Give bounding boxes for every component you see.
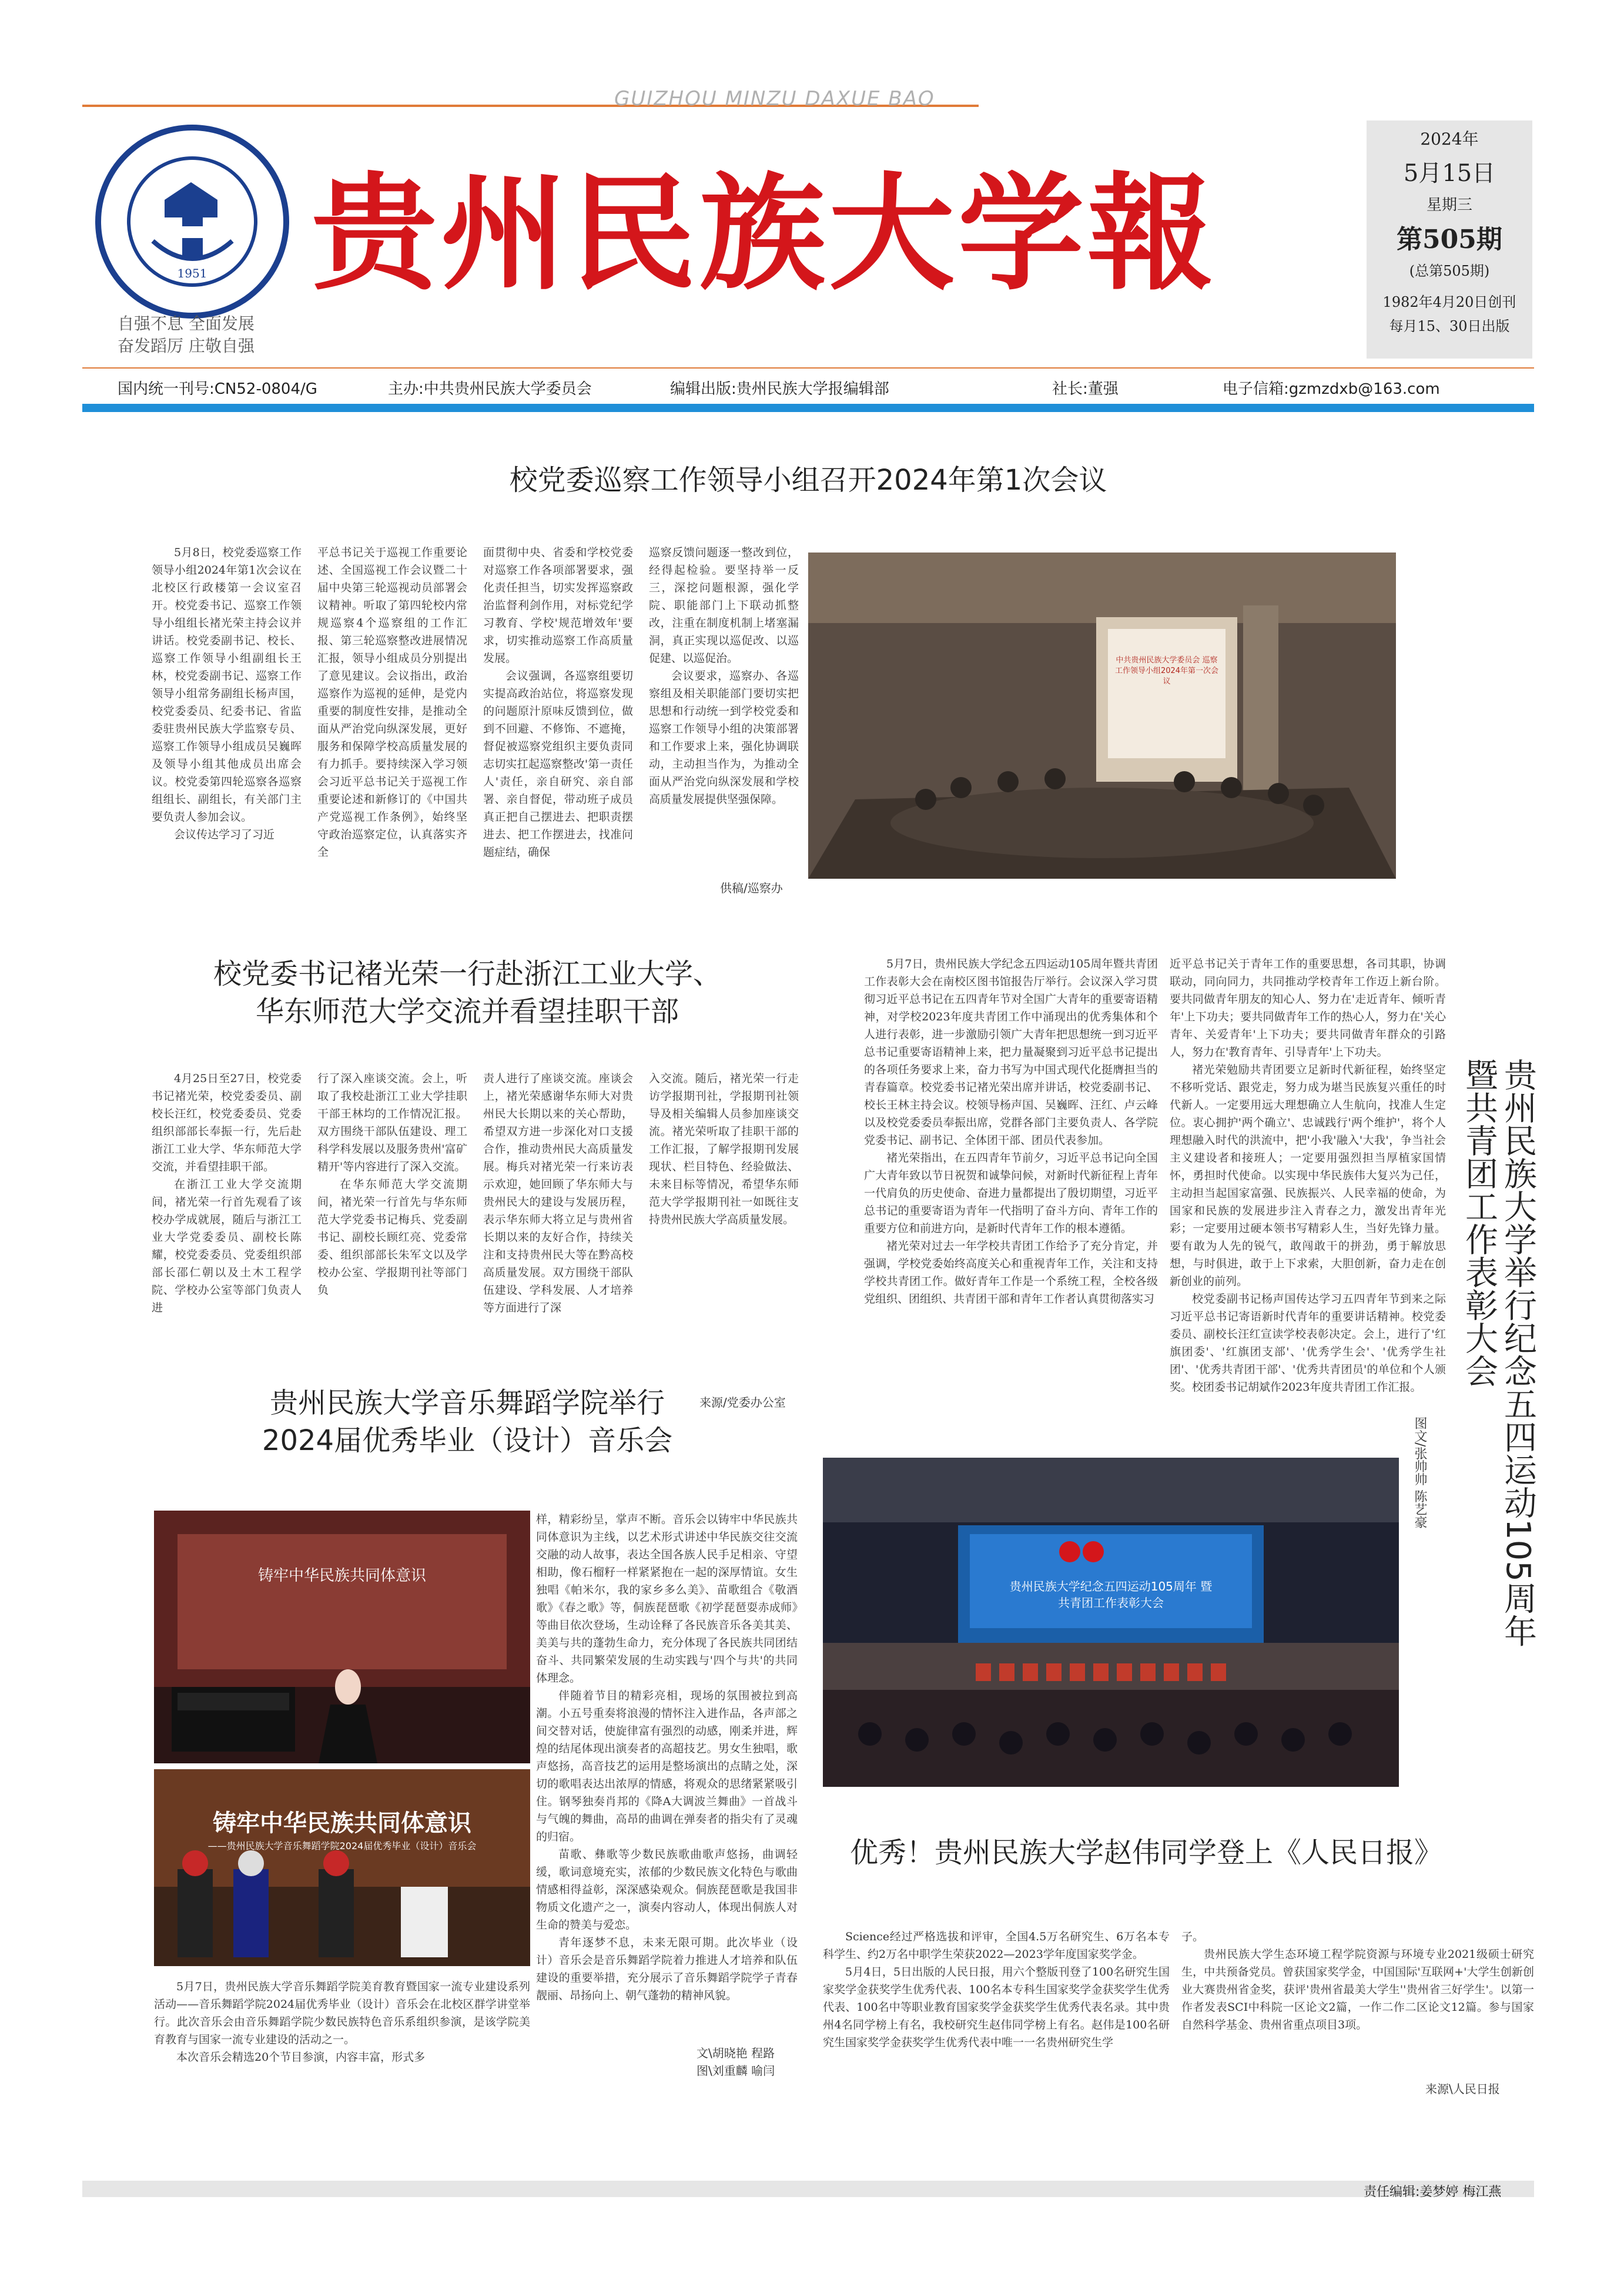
- founded-date: 1982年4月20日创刊: [1382, 294, 1516, 310]
- newspaper-title: 贵州民族大学報: [312, 160, 1217, 307]
- article4-photo2-subtitle: ——贵州民族大学音乐舞蹈学院2024届优秀毕业（设计）音乐会: [207, 1840, 477, 1852]
- article3-headline-line2: 暨共青团工作表彰大会: [1460, 1058, 1498, 1387]
- article1-headline: 校党委巡察工作领导小组召开2024年第1次会议: [509, 464, 1107, 497]
- article1-text-3: 面贯彻中央、省委和学校党委对巡察工作各项部署要求，强化责任担当，切实发挥巡察政治监督利剑作用，对标党纪学习教育、学校'规范增效年'要求，切实推动巡察工作高质量发展。: [483, 546, 633, 665]
- masthead-pinyin: GUIZHOU MINZU DAXUE BAO: [614, 87, 935, 111]
- article2-text-2b: 在华东师范大学交流期间，褚光荣一行首先与华东师范大学党委书记梅兵、党委副书记、副校长顾红亮、党委常委、组织部部长朱军文以及学校办公室、学报期刊社等部门负: [317, 1178, 467, 1297]
- cn-number: 国内统一刊号:CN52-0804/G: [118, 380, 317, 398]
- motto-line-1: 自强不息 全面发展: [118, 314, 255, 333]
- article2-column-4: [649, 1070, 799, 1328]
- date-box: [1367, 120, 1532, 359]
- article4-credit-line2: 图\刘重麟 喻闫: [697, 2064, 775, 2078]
- article4-text-bottom-1: 5月7日，贵州民族大学音乐舞蹈学院美育教育暨国家一流专业建设系列活动——音乐舞蹈学院2024届优秀毕业（设计）音乐会在北校区群学讲堂举行。此次音乐会由音乐舞蹈学院少数民族特色音乐系组织参演，是该学院美育教育与国家一流专业建设的活动之一。: [154, 1980, 530, 2046]
- article5-column-2: [1181, 1928, 1534, 2081]
- article1-column-3: [483, 544, 633, 896]
- article4-text-right-4: 青年逐梦不息，未来无限可期。此次毕业（设计）音乐会是音乐舞蹈学院着力推进人才培养和队伍建设的重要举措，充分展示了音乐舞蹈学院学子青春靓丽、昂扬向上、朝气蓬勃的精神风貌。: [536, 1936, 798, 2002]
- article2-credit: 来源/党委办公室: [699, 1395, 786, 1409]
- article4-credit: [697, 2044, 775, 2080]
- email: 电子信箱:gzmzdxb@163.com: [1223, 380, 1440, 398]
- article1-text-4: 巡察反馈问题逐一整改到位，经得起检验。要坚持举一反三，深挖问题根源，强化学院、职能部门上下联动抓整改，注重在制度机制上堵塞漏洞，真正实现以巡促改、以巡促建、以巡促治。: [649, 546, 799, 665]
- article1-photo-screen-text: 中共贵州民族大学委员会 巡察工作领导小组2024年第一次会议: [1114, 656, 1219, 686]
- article3-text-1: 5月7日，贵州民族大学纪念五四运动105周年暨共青团工作表彰大会在南校区图书馆报告厅举行。会议深入学习贯彻习近平总书记在五四青年节对全国广大青年的重要寄语精神，对学校2023年度共青团工作中涌现出的优秀集体和个人进行表彰，进一步激励引领广大青年把思想统一到习近平总书记重要寄语精神上来，把力量凝聚到习近平总书记提出的各项任务要求上来，奋力书写为中国式现代化挺膺担当的青春篇章。校党委书记褚光荣出席并讲话，校党委副书记、校长王林主持会议。校领导杨声国、吴巍晖、汪红、卢云峰以及校党委委员奉振出席，党群各部门主要负责人、各学院党委书记、副书记、全体团干部、团员代表参加。: [864, 957, 1158, 1147]
- issue-total: (总第505期): [1409, 263, 1490, 279]
- article2-column-1: [152, 1070, 302, 1411]
- article4-text-right-2: 伴随着节目的精彩亮相，现场的氛围被拉到高潮。小五号重奏将浪漫的情怀注入进作品，各声部之间交替对话，使旋律富有强烈的动感，刚柔并进，辉煌的结尾体现出演奏者的高超技艺。男女生独唱，歌声悠扬，高音技艺的运用是整场演出的点睛之处，深切的歌唱表达出浓厚的情感，将观众的思绪紧紧吸引住。钢琴独奏肖邦的《降A大调波兰舞曲》一首战斗与气魄的舞曲，高昂的曲调在弹奏者的指尖有了灵魂的归宿。: [536, 1689, 798, 1843]
- article2-column-2: [317, 1070, 467, 1411]
- article1-text-1: 5月8日，校党委巡察工作领导小组2024年第1次会议在北校区行政楼第一会议室召开。校党委书记、巡察工作领导小组组长褚光荣主持会议并讲话。校党委副书记、校长、巡察工作领导小组副组长王林，校党委副书记、巡察工作领导小组常务副组长杨声国，校党委委员、纪委书记、省监委驻贵州民族大学监察专员、巡察工作领导小组成员吴巍晖及领导小组其他成员出席会议。校党委第四轮巡察各巡察组组长、副组长，有关部门主要负责人参加会议。: [152, 546, 302, 823]
- article5-text-1: Science经过严格选拔和评审，全国4.5万名研究生、6万名本专科学生、约2万名中职学生荣获2022—2023学年度国家奖学金。: [823, 1930, 1170, 1961]
- article2-headline-line2: 华东师范大学交流并看望挂职干部: [255, 995, 679, 1028]
- article4-concert-photo-1: [154, 1511, 530, 1763]
- article3-headline: [1449, 1058, 1537, 1881]
- article3-ceremony-photo: [823, 1458, 1399, 1787]
- article5-credit: 来源\人民日报: [1425, 2082, 1500, 2096]
- article3-text-2c: 校党委副书记杨声国传达学习五四青年节到来之际习近平总书记寄语新时代青年的重要讲话精神。校党委委员、副校长汪红宣读学校表彰决定。会上，进行了'红旗团委'、'红旗团支部'、'优秀学生会'、'优秀学生社团'、'优秀共青团干部'、'优秀共青团员'的单位和个人颁奖。校团委书记胡斌作2023年度共青团工作汇报。: [1170, 1293, 1446, 1394]
- article4-column-bottom: [154, 1978, 530, 2095]
- article1-text-3b: 会议强调，各巡察组要切实提高政治站位，将巡察发现的问题原汁原味反馈到位，做到不回避、不修饰、不遮掩，督促被巡察党组织主要负责同志切实扛起巡察整改'第一责任人'责任，亲自研究、亲自部署、亲自督促，带动班子成员真正把自己摆进去、把职责摆进去、把工作摆进去，找准问题症结，确保: [483, 669, 633, 859]
- article2-column-3: [483, 1070, 633, 1411]
- article4-text-right-3: 苗歌、彝歌等少数民族歌曲歌声悠扬，曲调轻缓，歌词意境充实，浓郁的少数民族文化特色与歌曲情感相得益彰，深深感染观众。侗族琵琶歌是我国非物质文化遗产之一，演奏内容动人，体现出侗族人对生命的赞美与爱恋。: [536, 1848, 798, 1931]
- publisher: 编辑出版:贵州民族大学报编辑部: [670, 380, 889, 398]
- issue-number: 第505期: [1397, 225, 1502, 255]
- article3-headline-line1: 贵州民族大学举行纪念五四运动105周年: [1499, 1058, 1537, 1648]
- article1-column-1: [152, 544, 302, 896]
- university-logo: [94, 123, 291, 320]
- article5-text-2b: 贵州民族大学生态环境工程学院资源与环境专业2021级硕士研究生，中共预备党员。曾获国家奖学金，中国国际'互联网+'大学生创新创业大赛贵州省金奖，获评'贵州省最美大学生''贵州省三好学生'。以第一作者发表SCI中科院一区论文2篇，一作二作二区论文12篇。参与国家自然科学基金、贵州省重点项目3项。: [1181, 1948, 1534, 2031]
- article1-text-1b: 会议传达学习了习近: [174, 828, 275, 841]
- article3-text-1c: 褚光荣对过去一年学校共青团工作给予了充分肯定，并强调，学校党委始终高度关心和重视青年工作，关注和支持学校共青团工作。做好青年工作是一个系统工程，全校各级党组织、团组织、共青团干部和青年工作者认真贯彻落实习: [864, 1240, 1158, 1305]
- article1-column-2: [317, 544, 467, 896]
- article2-headline-line1: 校党委书记褚光荣一行赴浙江工业大学、: [213, 957, 721, 990]
- responsible-editor: 责任编辑:姜梦婷 梅江燕: [1364, 2185, 1502, 2199]
- article2-text-2: 行了深入座谈交流。会上，听取了我校赴浙江工业大学挂职干部王林均的工作情况汇报。双方围绕干部队伍建设、理工科学科发展以及服务贵州'富矿精开'等内容进行了深入交流。: [317, 1072, 467, 1173]
- article4-credit-line1: 文\胡晓艳 程路: [697, 2046, 775, 2060]
- article3-credit: 图文/张帅帅 陈艺豪: [1412, 1417, 1427, 1529]
- article2-text-1: 4月25日至27日，校党委书记褚光荣，校党委委员、副校长汪红，校党委委员、党委组织部部长奉振一行，先后赴浙江工业大学、华东师范大学交流，并看望挂职干部。: [152, 1072, 302, 1173]
- article3-photo-screen-text: 贵州民族大学纪念五四运动105周年 暨共青团工作表彰大会: [1009, 1579, 1213, 1610]
- weekday: 星期三: [1426, 196, 1472, 214]
- article1-text-2: 平总书记关于巡视工作重要论述、全国巡视工作会议暨二十届中央第三轮巡视动员部署会议精神。听取了第四轮校内常规巡察4个巡察组的工作汇报、第三轮巡察整改进展情况汇报，领导小组成员分别提出了意见建议。会议指出，政治巡察作为巡视的延伸，是党内重要的制度性安排，是推动全面从严治党向纵深发展，更好服务和保障学校高质量发展的有力抓手。要持续深入学习领会习近平总书记关于巡视工作重要论述和新修订的《中国共产党巡视工作条例》，始终坚守政治巡察定位，认真落实齐全: [317, 546, 467, 859]
- article1-credit: 供稿/巡察办: [720, 881, 783, 895]
- article4-column-right: [536, 1511, 798, 2010]
- logo-year: 1951: [177, 266, 207, 280]
- article4-headline-line1: 贵州民族大学音乐舞蹈学院举行: [269, 1387, 665, 1419]
- article2-headline: [144, 955, 791, 1030]
- article1-column-4: [649, 544, 799, 873]
- director: 社长:董强: [1052, 380, 1119, 398]
- top-blue-rule: [82, 404, 1534, 412]
- date-day: 5月15日: [1403, 160, 1496, 187]
- article2-text-1b: 在浙江工业大学交流期间，褚光荣一行首先观看了该校办学成就展，随后与浙江工业大学党委委员、副校长陈耀，校党委委员、党委组织部部长邵仁朝以及土木工程学院、学校办公室等部门负责人进: [152, 1178, 302, 1314]
- sponsor: 主办:中共贵州民族大学委员会: [388, 380, 592, 398]
- article5-text-1b: 5月4日，5日出版的人民日报，用六个整版刊登了100名研究生国家奖学金获奖学生优秀代表、100名本专科生国家奖学金获奖学生优秀代表、100名中等职业教育国家奖学金获奖学生优秀代表名录。其中贵州4名同学榜上有名，我校研究生赵伟同学榜上有名。赵伟是100名研究生国家奖学金获奖学生优秀代表中唯一一名贵州研究生学: [823, 1966, 1170, 2049]
- info-bar: [82, 367, 1534, 404]
- article2-text-4: 入交流。随后，褚光荣一行走访学报期刊社，学报期刊社领导及相关编辑人员参加座谈交流。褚光荣听取了挂职干部的工作汇报，了解学报期刊发展现状、栏目特色、经验做法、未来目标等情况，希望华东师范大学学报期刊社一如既往支持贵州民族大学高质量发展。: [649, 1072, 799, 1226]
- motto: [118, 313, 306, 357]
- article4-photo1-banner: 铸牢中华民族共同体意识: [257, 1567, 426, 1585]
- article3-text-2b: 褚光荣勉励共青团要立足新时代新征程，始终坚定不移听党话、跟党走，努力成为堪当民族复兴重任的时代新人。一定要用远大理想确立人生航向，找准人生定位。衷心拥护'两个确立'、忠诚践行'两个维护'，将个人理想融入时代的洪流中，把'小我'融入'大我'，争当社会主义建设者和接班人；一定要用强烈担当厚植家国情怀，勇担时代使命。以实现中华民族伟大复兴为己任，主动担当起国家富强、民族振兴、人民幸福的使命，为国家和民族的发展进步注入青春之力，激发出青年光彩；一定要用过硬本领书写精彩人生，当好先锋力量。要有敢为人先的锐气，敢闯敢干的拼劲，勇于解放思想，与时俱进，敢于上下求索，大胆创新，奋力走在创新创业的前列。: [1170, 1063, 1446, 1288]
- article2-text-3: 责人进行了座谈交流。座谈会上，褚光荣感谢华东师大对贵州民大长期以来的关心帮助，希望双方进一步深化对口支援合作，推动贵州民大高质量发展。梅兵对褚光荣一行来访表示欢迎，她回顾了华东师大与贵州民大的建设与发展历程，表示华东师大将立足与贵州省长期以来的友好合作，持续关注和支持贵州民大等在黔高校高质量发展。双方围绕干部队伍建设、学科发展、人才培养等方面进行了深: [483, 1072, 633, 1314]
- publish-frequency: 每月15、30日出版: [1389, 318, 1510, 334]
- article5-text-2: 子。: [1181, 1930, 1204, 1943]
- article5-column-1: [823, 1928, 1170, 2098]
- article3-text-1b: 褚光荣指出，在五四青年节前夕，习近平总书记向全国广大青年致以节日祝贺和诚挚问候，对新时代新征程上青年一代肩负的历史使命、奋进力量都提出了殷切期望，习近平总书记的重要寄语为青年一代指明了奋斗方向、青年工作的重要方位和前进方向，是新时代青年工作的根本遵循。: [864, 1151, 1158, 1235]
- footer-bar: [82, 2181, 1534, 2197]
- date-year: 2024年: [1420, 129, 1479, 149]
- article3-text-2: 近平总书记关于青年工作的重要思想，各司其职，协调联动，同向同力，共同推动学校青年工作迈上新台阶。要共同做青年朋友的知心人、努力在'走近青年、倾听青年'上下功夫；要共同做青年工作的热心人，努力在'关心青年、关爱青年'上下功夫；要共同做青年群众的引路人，努力在'教育青年、引导青年'上下功夫。: [1170, 957, 1446, 1059]
- article4-photo2-banner: 铸牢中华民族共同体意识: [213, 1810, 471, 1837]
- article4-headline: [144, 1384, 791, 1459]
- article4-concert-photo-2: [154, 1769, 530, 1966]
- article4-text-right-1: 样，精彩纷呈，掌声不断。音乐会以铸牢中华民族共同体意识为主线，以艺术形式讲述中华民族交往交流交融的动人故事，表达全国各族人民手足相亲、守望相助，像石榴籽一样紧紧抱在一起的深厚情谊。女生独唱《帕米尔，我的家乡多么美》、苗歌组合《敬酒歌》《春之歌》等，侗族琵琶歌《初学琵琶耍赤成师》等曲目依次登场，生动诠释了各民族音乐各美其美、美美与共的蓬勃生命力，充分体现了各民族共同团结奋斗、共同繁荣发展的生动实践与'四个与共'的共同体理念。: [536, 1513, 798, 1685]
- article4-text-bottom-2: 本次音乐会精选20个节目参演，内容丰富，形式多: [176, 2051, 426, 2064]
- article1-text-4b: 会议要求，巡察办、各巡察组及相关职能部门要切实把思想和行动统一到学校党委和巡察工作领导小组的决策部署和工作要求上来，强化协调联动，主动担当作为，为推动全面从严治党向纵深发展和学校高质量发展提供坚强保障。: [649, 669, 799, 806]
- motto-line-2: 奋发蹈厉 庄敬自强: [118, 336, 255, 356]
- article4-headline-line2: 2024届优秀毕业（设计）音乐会: [262, 1424, 673, 1457]
- article1-meeting-photo: [808, 553, 1396, 879]
- article5-headline: 优秀！贵州民族大学赵伟同学登上《人民日报》: [849, 1836, 1442, 1869]
